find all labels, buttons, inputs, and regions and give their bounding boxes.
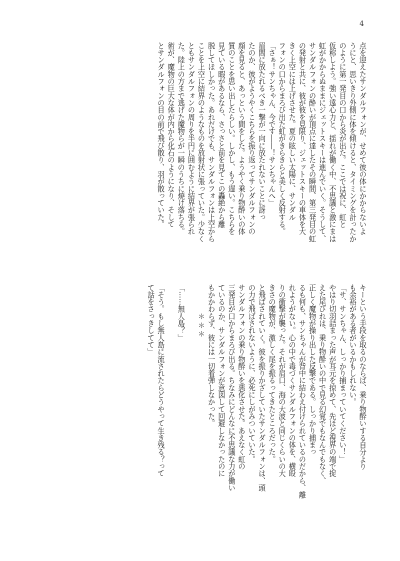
text-line: れようがない。心の中で毒づくサンダルフォンの体を、横殴 [288, 284, 298, 478]
text-line: 点を迎えたサンダルフォンが、せめて彼の体にかからないよ [359, 42, 368, 236]
text-line: 虹がかからぬままにジェットスキーは進んでいく。そうして、 [318, 42, 328, 243]
text-line: た。陸上の方まで逃げた魔物らが一瞬のうちに焼け落ちる。 [177, 42, 187, 236]
text-line: 脱してほしかった。あれだけでも、サンダルフォンは上空から [207, 42, 217, 243]
text-line: 正しく魔物が操り出した反撃である。しっかり捕まっ [308, 284, 318, 456]
text-line: の力で飛ばされないように、必死にしがみついていた。 [247, 284, 257, 463]
text-line: ているのか、サンダルフォンが意図して回避しなかったのに [217, 284, 227, 478]
text-line: 術が、魔物の巨大な体が内から化石のようになり、そして [167, 42, 177, 228]
text-line: のように第一発目の口から炎が出た。ここでは祝に、虹と [338, 42, 348, 228]
text-line: サンダルフォンの乗り物酔いを悪化させた。あえなく虹の [237, 284, 247, 470]
text-line: とサンダルフォンの目の前で飛び散り、羽が散っていた。 [157, 42, 167, 228]
text-line: ともサンダルフォンの周りを半円に囲むように結界が張られ [187, 42, 197, 236]
lower-text-block [40, 284, 368, 506]
text-line: えた尾びれは、乗り物酔いの中で見る幻覚でもなんでもなく、 [318, 284, 328, 485]
text-line: うにと、思いきり外側に体を傾けると、タイミングを計ったか [348, 42, 358, 243]
text-line: きく上空には上げさせた。夏の眩しい太陽に、サンダル [288, 42, 298, 221]
text-line: も余裕がある者がいるかもしれない。 [348, 284, 358, 406]
text-line: サンダルフォンの酔いが頂点に達したその瞬間、第三発目の虹 [308, 42, 318, 243]
text-line: もかかわらず、彼には一切着弾しなかった。 [207, 284, 217, 427]
upper-text-block [40, 42, 368, 252]
text-line: 三発目が口からまろび出る。ちなみにどんなに不思議な力が働い [227, 284, 237, 492]
text-line: るも何も、サンちゃんが背中に結わえ付けられているのだから、離 [298, 284, 308, 499]
dialogue-line: て話をさっきしてて」 [147, 284, 157, 356]
text-line: 顔を見ると、あっという間をした。ようやく乗り物酔いの体 [237, 42, 247, 236]
text-line: 仮称しよう。強い遠心力と、揺れが働く中、不思議と激にまは [328, 42, 338, 243]
text-line: の発射と共に、彼が彼を見限り、ジェットスキーの車体を大 [298, 42, 308, 236]
scene-break: ＊＊＊ [197, 312, 207, 339]
text-line: 眉間に放たれるべき一撃が一向に放たれないことに訝っ [258, 42, 268, 221]
dialogue-line: 「……無人島？」 [177, 284, 187, 342]
page-number: 4 [359, 20, 364, 28]
text-line: 見ている暇があるなら、さっさと前を見てこの轟絶から離 [217, 42, 227, 228]
text-line: ことを上空に結界のようなものを放射状に張っていた。少なく [197, 42, 207, 243]
text-line: たのか、彼がようやくこちらを振り返ってサンダルフォンの [247, 42, 257, 236]
dialogue-line: 「さぁ！サンちゃん、今です――！サンちゃんへ」 [268, 42, 278, 207]
text-line: フォンの口からまろび出た虹がきらきらと美しく反射する。 [278, 42, 288, 236]
dialogue-line: 「サ、サンちゃん、しっかり捕まっていてください！」 [338, 284, 348, 463]
text-line: りの衝撃が襲った。それが肩口、海の大波と同じくらいの大 [278, 284, 288, 478]
text-line: やはり切羽詰まった声が耳元を掠めて、先ほど視界の端で捉 [328, 284, 338, 478]
text-line: キーという手段を取るのならば、乗り物酔いする自分より [359, 284, 368, 470]
text-line: と飛ばされていく。彼を振りかざしていたサンダルフォンは、頭 [258, 284, 268, 492]
text-line: 質のことを思い出したらしい。しかし、もう遅い。こちらを [227, 42, 237, 236]
dialogue-line: 「そう。もし無人島に流されたらどうやって生き残る？って [157, 284, 167, 478]
text-line: きさの魔物が、激しく尾を振るってきたところだった。 [268, 284, 278, 463]
